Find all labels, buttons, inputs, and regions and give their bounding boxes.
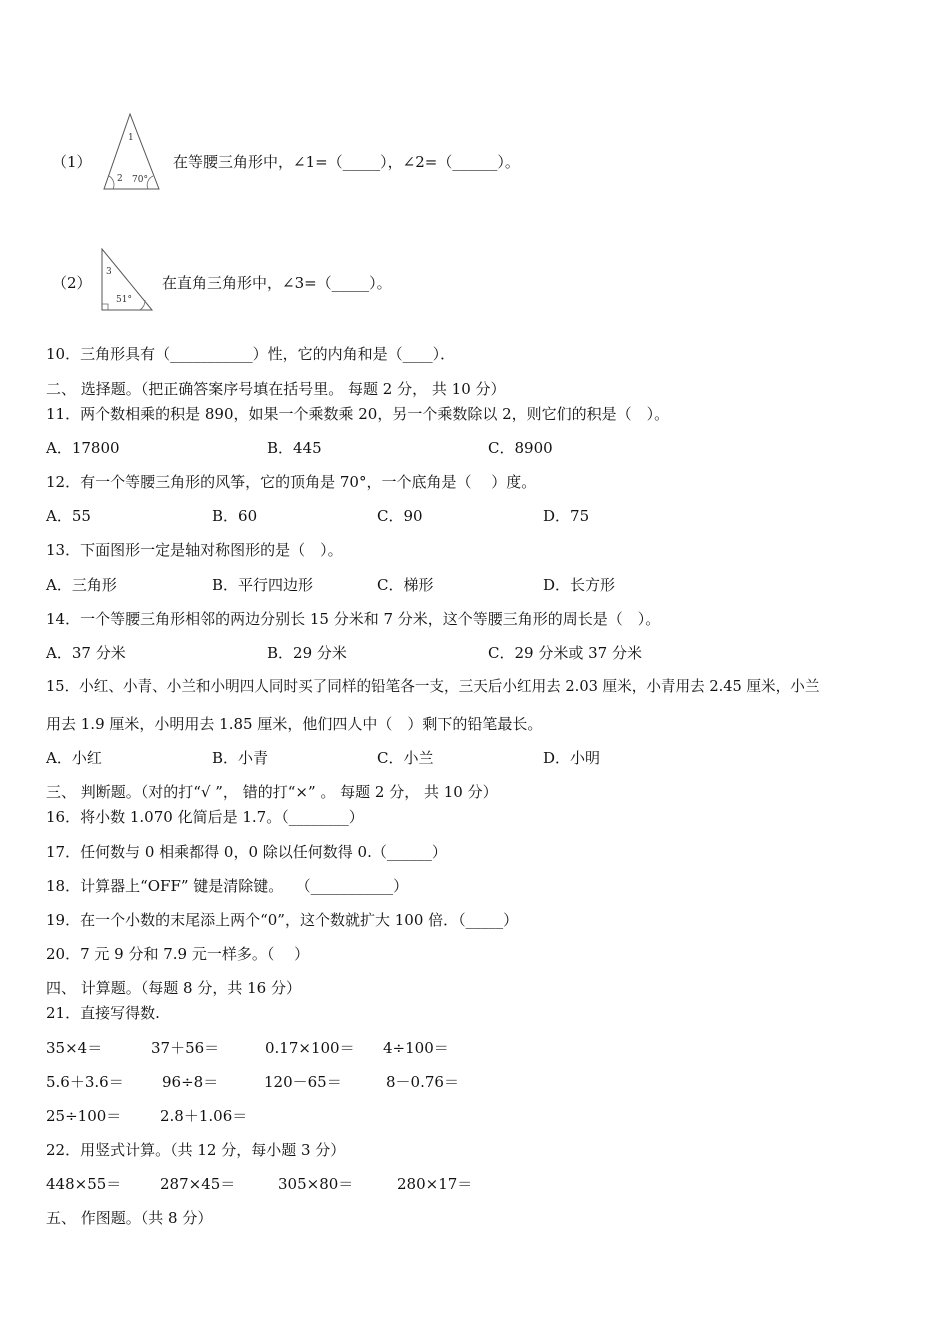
figure-2-label: （2）: [52, 274, 92, 292]
q14-option-a: A．37 分米: [46, 644, 126, 662]
q14-option-b: B．29 分米: [267, 644, 347, 662]
figure-1-question: 在等腰三角形中，∠1=（_____），∠2=（______）。: [173, 153, 520, 171]
q13-option-b: B．平行四边形: [212, 576, 314, 594]
q13-option-a: A．三角形: [46, 576, 117, 594]
q22-item2: 287×45＝: [160, 1175, 236, 1193]
q21-row1-item4: 4÷100＝: [383, 1039, 449, 1057]
section-4-heading: 四、 计算题。（每题 8 分，共 16 分）: [46, 979, 301, 997]
angle-1-label: 1: [128, 133, 134, 143]
question-22: 22．用竖式计算。（共 12 分，每小题 3 分）: [46, 1141, 346, 1159]
q15-option-a: A．小红: [46, 749, 102, 767]
q11-option-b: B．445: [267, 439, 322, 457]
q13-option-d: D．长方形: [543, 576, 616, 594]
q21-row1-item2: 37＋56＝: [151, 1039, 220, 1057]
figure-1-label: （1）: [52, 153, 92, 171]
q21-row1-item3: 0.17×100＝: [265, 1039, 355, 1057]
right-triangle-figure: [100, 247, 156, 313]
q21-row3-item2: 2.8＋1.06＝: [160, 1107, 248, 1125]
q12-option-c: C．90: [377, 507, 423, 525]
q21-row2-item2: 96÷8＝: [162, 1073, 219, 1091]
angle-51-label: 51°: [116, 295, 132, 305]
q22-item1: 448×55＝: [46, 1175, 122, 1193]
q15-option-d: D．小明: [543, 749, 601, 767]
question-10: 10．三角形具有（___________）性，它的内角和是（____）．: [46, 345, 456, 363]
section-5-heading: 五、 作图题。（共 8 分）: [46, 1209, 213, 1227]
q12-option-d: D．75: [543, 507, 590, 525]
angle-2-label: 2: [117, 174, 123, 184]
question-17: 17．任何数与 0 相乘都得 0，0 除以任何数得 0.（______）: [46, 843, 447, 861]
q13-option-c: C．梯形: [377, 576, 434, 594]
section-3-heading: 三、 判断题。（对的打“√ ”， 错的打“×” 。 每题 2 分， 共 10 分）: [46, 783, 498, 801]
question-12: 12．有一个等腰三角形的风筝，它的顶角是 70°，一个底角是（ ）度。: [46, 473, 537, 491]
question-21: 21．直接写得数.: [46, 1004, 160, 1022]
question-15-line-1: 15．小红、小青、小兰和小明四人同时买了同样的铅笔各一支，三天后小红用去 2.03 厘米，小青用去 2.45 厘米，小兰: [46, 678, 820, 695]
q21-row1-item1: 35×4＝: [46, 1039, 103, 1057]
q21-row2-item4: 8－0.76＝: [386, 1073, 459, 1091]
question-15-line-2: 用去 1.9 厘米，小明用去 1.85 厘米，他们四人中（ ）剩下的铅笔最长。: [46, 715, 543, 733]
question-11: 11．两个数相乘的积是 890，如果一个乘数乘 20，另一个乘数除以 2，则它们的积是（ ）。: [46, 405, 670, 423]
isosceles-triangle-figure: [102, 112, 162, 192]
q21-row3-item1: 25÷100＝: [46, 1107, 122, 1125]
question-14: 14．一个等腰三角形相邻的两边分别长 15 分米和 7 分米，这个等腰三角形的周长是（ ）。: [46, 610, 661, 628]
question-20: 20．7 元 9 分和 7.9 元一样多。（ ）: [46, 945, 310, 963]
section-2-heading: 二、 选择题。（把正确答案序号填在括号里。 每题 2 分， 共 10 分）: [46, 380, 506, 398]
q21-row2-item3: 120－65＝: [264, 1073, 342, 1091]
question-18: 18．计算器上“OFF” 键是清除键。 （___________）: [46, 877, 409, 895]
q21-row2-item1: 5.6＋3.6＝: [46, 1073, 124, 1091]
q22-item4: 280×17＝: [397, 1175, 473, 1193]
question-19: 19．在一个小数的末尾添上两个“0”，这个数就扩大 100 倍．（_____）: [46, 911, 519, 929]
q12-option-b: B．60: [212, 507, 258, 525]
angle-70-label: 70°: [132, 175, 148, 185]
figure-2-question: 在直角三角形中，∠3=（_____）。: [162, 274, 392, 292]
angle-3-label: 3: [106, 267, 112, 277]
q22-item3: 305×80＝: [278, 1175, 354, 1193]
q12-option-a: A．55: [46, 507, 91, 525]
q15-option-b: B．小青: [212, 749, 269, 767]
q14-option-c: C．29 分米或 37 分米: [488, 644, 642, 662]
question-16: 16．将小数 1.070 化简后是 1.7。（________）: [46, 808, 364, 826]
q11-option-c: C．8900: [488, 439, 553, 457]
q11-option-a: A．17800: [46, 439, 120, 457]
q15-option-c: C．小兰: [377, 749, 434, 767]
question-13: 13．下面图形一定是轴对称图形的是（ ）。: [46, 541, 343, 559]
